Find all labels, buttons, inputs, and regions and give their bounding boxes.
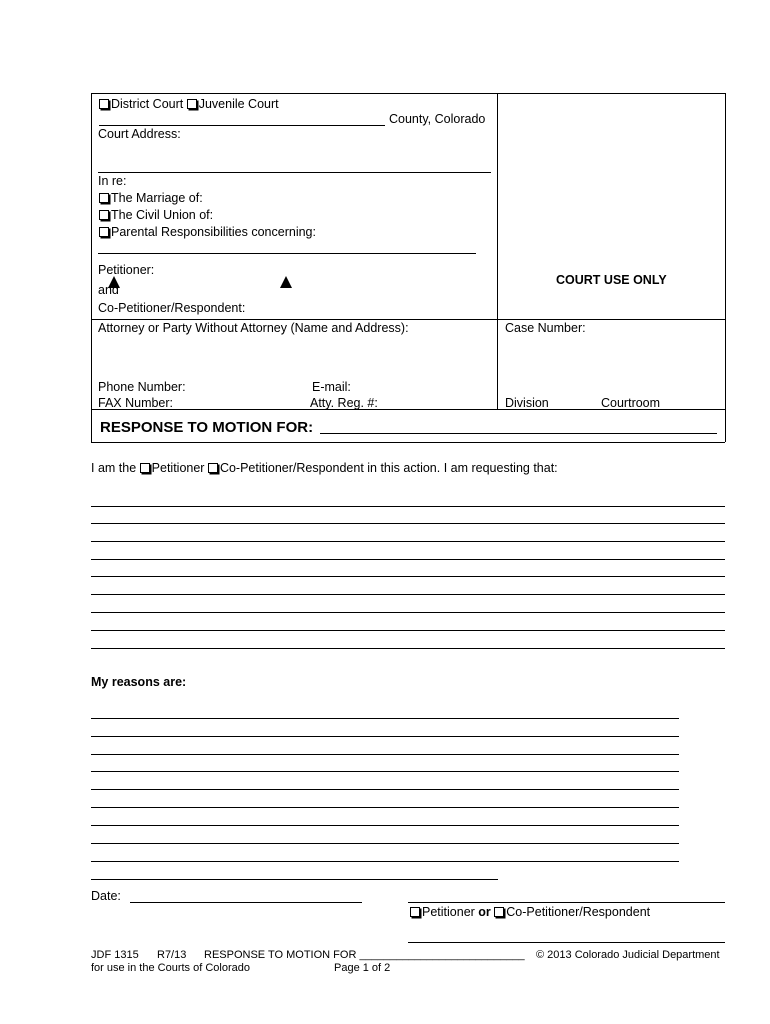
date-label: Date:: [91, 889, 121, 903]
request-line[interactable]: [91, 594, 725, 595]
request-line[interactable]: [91, 559, 725, 560]
request-line[interactable]: [91, 541, 725, 542]
form-number: JDF 1315: [91, 949, 139, 961]
signer-role: [410, 905, 650, 919]
case-number-label: Case Number:: [505, 321, 586, 335]
request-line[interactable]: [91, 648, 725, 649]
reason-line[interactable]: [91, 807, 679, 808]
court-address-label: Court Address:: [98, 127, 181, 141]
signer-petitioner-label: Petitioner: [422, 905, 475, 919]
form-title: RESPONSE TO MOTION FOR:: [100, 419, 314, 436]
reason-line[interactable]: [91, 843, 679, 844]
co-petitioner-label: Co-Petitioner/Respondent:: [98, 301, 246, 315]
triangle-left-icon: [108, 276, 120, 288]
court-use-only: COURT USE ONLY: [556, 273, 667, 287]
court-selection: [99, 97, 279, 111]
fax-label: FAX Number:: [98, 396, 174, 410]
civil-union-checkbox[interactable]: [99, 210, 109, 220]
reason-line[interactable]: [91, 825, 679, 826]
motion-title-line[interactable]: [320, 433, 717, 434]
intro-prefix: I am the: [91, 461, 137, 475]
division-label: Division: [505, 396, 549, 410]
signer-copetitioner-checkbox[interactable]: [494, 907, 504, 917]
court-address-line[interactable]: [98, 172, 491, 173]
juvenile-court-label: Juvenile Court: [198, 97, 279, 111]
marriage-option: [99, 191, 203, 205]
parental-responsibilities-option: [99, 225, 316, 239]
date-line[interactable]: [130, 902, 362, 903]
reasons-label: My reasons are:: [91, 675, 187, 689]
request-line[interactable]: [91, 523, 725, 524]
footer-usage: for use in the Courts of Colorado: [91, 962, 250, 974]
request-line[interactable]: [91, 576, 725, 577]
intro-copetitioner-checkbox[interactable]: [208, 463, 218, 473]
county-label: County, Colorado: [389, 112, 486, 126]
county-blank-line[interactable]: [99, 125, 385, 126]
attorney-label: Attorney or Party Without Attorney (Name and Address):: [98, 321, 409, 335]
footer-copyright: © 2013 Colorado Judicial Department: [536, 949, 720, 961]
reason-line[interactable]: [91, 879, 498, 880]
form-revision: R7/13: [157, 949, 187, 961]
atty-reg-label: Atty. Reg. #:: [310, 396, 378, 410]
civil-union-label: The Civil Union of:: [111, 208, 214, 222]
intro-petitioner-checkbox[interactable]: [140, 463, 150, 473]
parental-responsibilities-checkbox[interactable]: [99, 227, 109, 237]
and-label: and: [98, 283, 119, 297]
reason-line[interactable]: [91, 718, 679, 719]
district-court-checkbox[interactable]: [99, 99, 109, 109]
marriage-label: The Marriage of:: [111, 191, 203, 205]
intro-copetitioner-label: Co-Petitioner/Respondent in this action. I am requesting that:: [219, 461, 558, 475]
reason-line[interactable]: [91, 736, 679, 737]
intro-petitioner-label: Petitioner: [151, 461, 205, 475]
signer-copetitioner-label: Co-Petitioner/Respondent: [506, 905, 651, 919]
or-label: or: [478, 905, 491, 919]
signer-petitioner-checkbox[interactable]: [410, 907, 420, 917]
phone-label: Phone Number:: [98, 380, 186, 394]
footer-page: Page 1 of 2: [334, 962, 391, 974]
juvenile-court-checkbox[interactable]: [187, 99, 197, 109]
district-court-label: District Court: [111, 97, 184, 111]
courtroom-label: Courtroom: [601, 396, 661, 410]
email-label: E-mail:: [312, 380, 351, 394]
parental-responsibilities-label: Parental Responsibilities concerning:: [111, 225, 316, 239]
triangle-right-icon: [280, 276, 292, 288]
in-re-label: In re:: [98, 174, 127, 188]
request-line[interactable]: [91, 506, 725, 507]
request-line[interactable]: [91, 612, 725, 613]
intro-line: [91, 461, 558, 475]
marriage-checkbox[interactable]: [99, 193, 109, 203]
civil-union-option: [99, 208, 213, 222]
reason-line[interactable]: [91, 754, 679, 755]
signature-line[interactable]: [408, 902, 725, 903]
reason-line[interactable]: [91, 789, 679, 790]
second-signature-line[interactable]: [408, 942, 725, 943]
request-line[interactable]: [91, 630, 725, 631]
reason-line[interactable]: [91, 771, 679, 772]
petitioner-label: Petitioner:: [98, 263, 155, 277]
footer-form-title: RESPONSE TO MOTION FOR ___________________________: [204, 949, 525, 961]
reason-line[interactable]: [91, 861, 679, 862]
parties-name-line[interactable]: [98, 253, 476, 254]
